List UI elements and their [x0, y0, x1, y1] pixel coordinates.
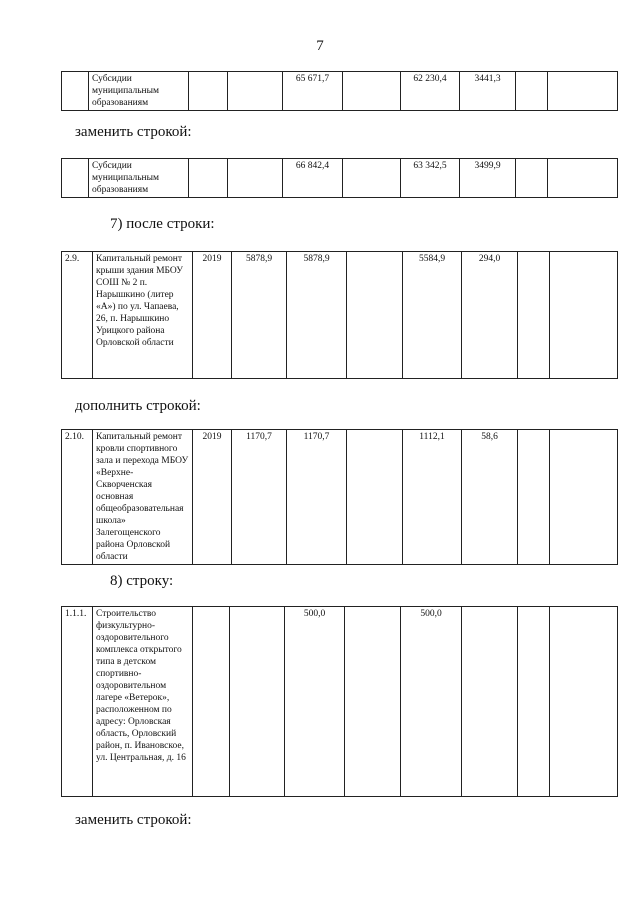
- regional-cell: 63 342,5: [401, 159, 460, 198]
- federal-cell: [343, 159, 401, 198]
- row-number-cell: [62, 159, 89, 198]
- budget-table-row-old: [61, 71, 618, 111]
- year-cell: [189, 159, 228, 198]
- local-cell: [462, 607, 518, 797]
- local-cell: 58,6: [462, 430, 518, 565]
- budget-table-row-2-10: [61, 429, 618, 565]
- local-cell: 294,0: [462, 252, 518, 379]
- total-cell: 5878,9: [287, 252, 347, 379]
- row-name-cell: Строительство физкультурно-оздоровительного комплекса открытого типа в детском спортивно-оздоровительном лагере «Ветерок», расположенном по адресу: Орловская область, Орловский район, п. Ивановское, ул. Центральная, д. 16: [93, 607, 193, 797]
- extra-cell: [518, 607, 550, 797]
- local-cell: 3499,9: [460, 159, 516, 198]
- extra-cell: [516, 72, 548, 111]
- table-row: [62, 252, 618, 379]
- row-number-cell: [62, 72, 89, 111]
- row-number-cell: 2.10.: [62, 430, 93, 565]
- row-number-cell: 1.1.1.: [62, 607, 93, 797]
- table-row: [62, 607, 618, 797]
- year-cell: [189, 72, 228, 111]
- row-name-cell: Субсидии муниципальным образованиям: [89, 159, 189, 198]
- regional-cell: 500,0: [401, 607, 462, 797]
- note-cell: [548, 159, 618, 198]
- page-number: 7: [316, 38, 324, 54]
- federal-cell: [343, 72, 401, 111]
- extra-cell: [518, 252, 550, 379]
- cost-cell: 1170,7: [232, 430, 287, 565]
- federal-cell: [345, 607, 401, 797]
- instruction-replace: заменить строкой:: [75, 124, 192, 140]
- total-cell: 65 671,7: [283, 72, 343, 111]
- table-row: [62, 430, 618, 565]
- budget-table-row-new: [61, 158, 618, 198]
- total-cell: 500,0: [285, 607, 345, 797]
- cost-cell: [230, 607, 285, 797]
- instruction-row: 8) строку:: [110, 573, 174, 589]
- instruction-after-row: 7) после строки:: [110, 216, 215, 232]
- table-row: [62, 159, 618, 198]
- budget-table-row-1-1-1: [61, 606, 618, 797]
- note-cell: [550, 607, 618, 797]
- instruction-replace-final: заменить строкой:: [75, 812, 192, 828]
- instruction-add-row: дополнить строкой:: [75, 398, 201, 414]
- row-name-cell: Капитальный ремонт крыши здания МБОУ СОШ № 2 п. Нарышкино (литер «А») по ул. Чапаева, 26, п. Нарышкино Урицкого района Орловской области: [93, 252, 193, 379]
- total-cell: 66 842,4: [283, 159, 343, 198]
- note-cell: [548, 72, 618, 111]
- regional-cell: 62 230,4: [401, 72, 460, 111]
- note-cell: [550, 252, 618, 379]
- federal-cell: [347, 430, 403, 565]
- year-cell: 2019: [193, 252, 232, 379]
- regional-cell: 1112,1: [403, 430, 462, 565]
- cost-cell: [228, 72, 283, 111]
- table-row: [62, 72, 618, 111]
- extra-cell: [518, 430, 550, 565]
- total-cell: 1170,7: [287, 430, 347, 565]
- cost-cell: [228, 159, 283, 198]
- row-number-cell: 2.9.: [62, 252, 93, 379]
- federal-cell: [347, 252, 403, 379]
- note-cell: [550, 430, 618, 565]
- regional-cell: 5584,9: [403, 252, 462, 379]
- row-name-cell: Субсидии муниципальным образованиям: [89, 72, 189, 111]
- budget-table-row-2-9: [61, 251, 618, 379]
- cost-cell: 5878,9: [232, 252, 287, 379]
- extra-cell: [516, 159, 548, 198]
- row-name-cell: Капитальный ремонт кровли спортивного зала и перехода МБОУ «Верхне-Скворченская основная общеобразовательная школа» Залегощенского района Орловской области: [93, 430, 193, 565]
- year-cell: 2019: [193, 430, 232, 565]
- local-cell: 3441,3: [460, 72, 516, 111]
- year-cell: [193, 607, 230, 797]
